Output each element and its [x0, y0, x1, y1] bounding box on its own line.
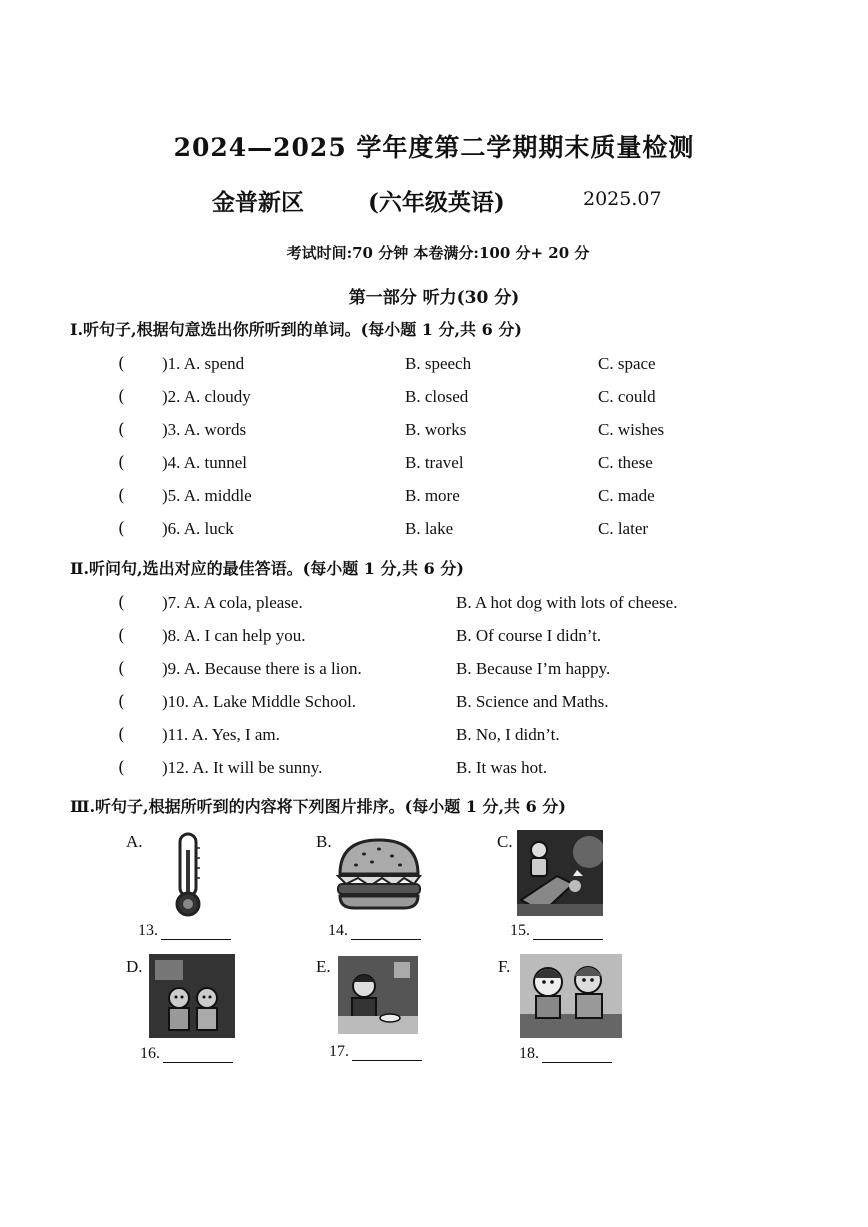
answer-paren: ( — [118, 387, 125, 407]
answer-blank[interactable] — [519, 1045, 612, 1063]
answer-paren: ( — [118, 593, 125, 613]
section-heading: Ⅱ.听问句,选出对应的最佳答语。(每小题 1 分,共 6 分) — [70, 559, 464, 578]
astronaut-scene — [517, 830, 603, 916]
answer-paren: ( — [118, 519, 125, 539]
answer-paren: ( — [118, 692, 125, 712]
blank-line — [351, 925, 421, 940]
blank-number: 18. — [519, 1045, 539, 1062]
option-a: )5. A. middle — [162, 486, 252, 505]
blank-line — [533, 925, 603, 940]
picture-label: E. — [316, 957, 331, 976]
option-c: C. could — [598, 387, 656, 406]
hamburger-icon — [334, 836, 424, 912]
blank-number: 14. — [328, 922, 348, 939]
picture-label: D. — [126, 957, 143, 976]
option-c: C. space — [598, 354, 656, 373]
answer-blank[interactable] — [328, 922, 421, 940]
section-heading: Ⅲ.听句子,根据所听到的内容将下列图片排序。(每小题 1 分,共 6 分) — [70, 797, 566, 816]
option-b: B. lake — [405, 519, 454, 538]
blank-number: 17. — [329, 1043, 349, 1060]
option-c: C. these — [598, 453, 653, 472]
option-b: B. Because I’m happy. — [456, 659, 611, 678]
blank-line — [352, 1046, 422, 1061]
option-a: )4. A. tunnel — [162, 453, 247, 472]
option-b: B. A hot dog with lots of cheese. — [456, 593, 678, 612]
section-heading: Ⅰ.听句子,根据句意选出你所听到的单词。(每小题 1 分,共 6 分) — [70, 320, 522, 339]
option-b: B. works — [405, 420, 467, 439]
option-a: )6. A. luck — [162, 519, 234, 538]
blank-number: 15. — [510, 922, 530, 939]
answer-paren: ( — [118, 626, 125, 646]
district-name: 金普新区 — [212, 189, 304, 216]
option-a: )2. A. cloudy — [162, 387, 251, 406]
boy-eating-scene — [338, 956, 418, 1034]
blank-line — [163, 1048, 233, 1063]
picture-label: B. — [316, 832, 332, 851]
answer-paren: ( — [118, 420, 125, 440]
answer-blank[interactable] — [140, 1045, 233, 1063]
blank-line — [161, 925, 231, 940]
option-a: )3. A. words — [162, 420, 247, 439]
picture-label: A. — [126, 832, 143, 851]
option-a: )11. A. Yes, I am. — [162, 725, 280, 744]
option-c: C. made — [598, 486, 655, 505]
option-b: B. Of course I didn’t. — [456, 626, 602, 645]
subject-name: (六年级英语) — [368, 189, 505, 216]
blank-number: 13. — [138, 922, 158, 939]
option-b: B. closed — [405, 387, 469, 406]
answer-paren: ( — [118, 354, 125, 374]
option-c: C. wishes — [598, 420, 665, 439]
option-a: )7. A. A cola, please. — [162, 593, 303, 612]
answer-blank[interactable] — [510, 922, 603, 940]
exam-info: 考试时间:70 分钟 本卷满分:100 分+ 20 分 — [286, 244, 590, 262]
answer-paren: ( — [118, 659, 125, 679]
answer-paren: ( — [118, 486, 125, 506]
page-title: 2024—2025 学年度第二学期期末质量检测 — [173, 133, 695, 162]
blank-number: 16. — [140, 1045, 160, 1062]
option-b: B. No, I didn’t. — [456, 725, 560, 744]
answer-blank[interactable] — [329, 1043, 422, 1061]
option-a: )8. A. I can help you. — [162, 626, 306, 645]
answer-blank[interactable] — [138, 922, 231, 940]
answer-paren: ( — [118, 758, 125, 778]
option-c: C. later — [598, 519, 649, 538]
exam-date: 2025.07 — [583, 188, 662, 210]
children-playing-scene — [520, 954, 622, 1038]
option-a: )12. A. It will be sunny. — [162, 758, 323, 777]
thermometer-icon — [168, 832, 208, 918]
answer-paren: ( — [118, 453, 125, 473]
picture-label: F. — [498, 957, 511, 976]
option-b: B. It was hot. — [456, 758, 548, 777]
option-b: B. Science and Maths. — [456, 692, 609, 711]
option-b: B. more — [405, 486, 460, 505]
part-title: 第一部分 听力(30 分) — [348, 288, 520, 308]
children-night-scene — [149, 954, 235, 1038]
option-b: B. speech — [405, 354, 472, 373]
option-a: )1. A. spend — [162, 354, 245, 373]
option-b: B. travel — [405, 453, 464, 472]
picture-label: C. — [497, 832, 513, 851]
option-a: )10. A. Lake Middle School. — [162, 692, 357, 711]
answer-paren: ( — [118, 725, 125, 745]
option-a: )9. A. Because there is a lion. — [162, 659, 362, 678]
blank-line — [542, 1048, 612, 1063]
